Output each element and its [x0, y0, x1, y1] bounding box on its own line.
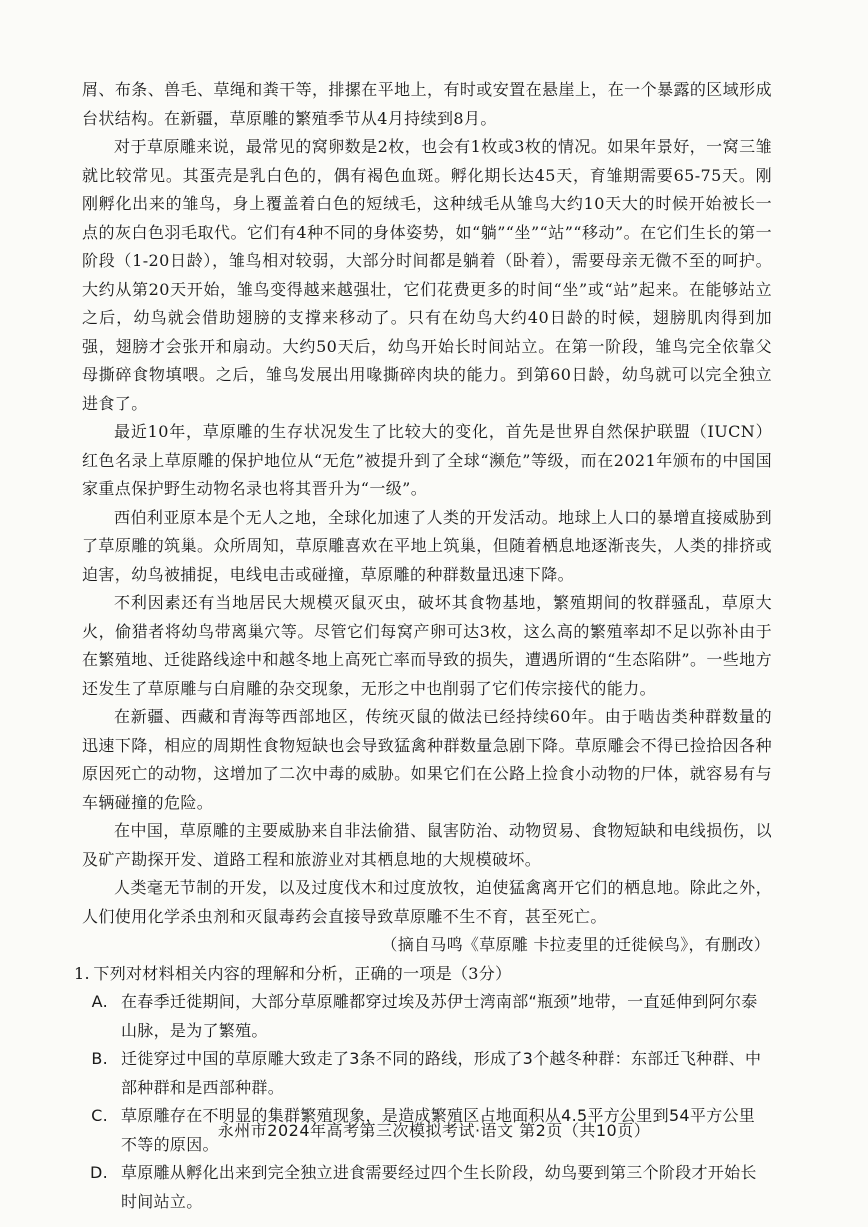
answer-options	[82, 988, 772, 1216]
option-letter: C.	[91, 1106, 108, 1125]
option-text: 迁徙穿过中国的草原雕大致走了3条不同的路线，形成了3个越冬种群：东部迁飞种群、中部种群和是西部种群。	[121, 1049, 762, 1097]
reading-passage	[74, 76, 772, 1216]
paragraph-6: 在新疆、西藏和青海等西部地区，传统灭鼠的做法已经持续60年。由于啮齿类种群数量的迅速下降，相应的周期性食物短缺也会导致猛禽种群数量急剧下降。草原雕会不得已捡拾因各种原因死亡的动物，这增加了二次中毒的威胁。如果它们在公路上捡食小动物的尸体，就容易有与车辆碰撞的危险。	[82, 707, 772, 812]
option-letter: D.	[89, 1163, 108, 1182]
paragraph-5: 不利因素还有当地居民大规模灭鼠灭虫，破坏其食物基地，繁殖期间的牧群骚乱，草原大火，偷猎者将幼鸟带离巢穴等。尽管它们每窝产卵可达3枚，这么高的繁殖率却不足以弥补由于在繁殖地、迁徙路线途中和越冬地上高死亡率而导致的损失，遭遇所谓的“生态陷阱”。一些地方还发生了草原雕与白肩雕的杂交现象，无形之中也削弱了它们传宗接代的能力。	[82, 593, 772, 698]
paragraph-3: 最近10年，草原雕的生存状况发生了比较大的变化，首先是世界自然保护联盟（IUCN）红色名录上草原雕的保护地位从“无危”被提升到了全球“濒危”等级，而在2021年颁布的中国国家重点保护野生动物名录也将其晋升为“一级”。	[82, 422, 772, 498]
option-a	[82, 988, 772, 1045]
option-text: 在春季迁徙期间，大部分草原雕都穿过埃及苏伊士湾南部“瓶颈”地带，一直延伸到阿尔泰山脉，是为了繁殖。	[121, 992, 758, 1040]
option-d	[82, 1159, 772, 1216]
question-text: 下列对材料相关内容的理解和分析，正确的一项是（3分）	[93, 963, 512, 983]
question-number: 1.	[74, 963, 90, 983]
source-citation: （摘自马鸣《草原雕 卡拉麦里的迁徙候鸟》，有删改）	[381, 935, 770, 954]
option-letter: A.	[91, 992, 108, 1011]
option-text: 草原雕从孵化出来到完全独立进食需要经过四个生长阶段，幼鸟要到第三个阶段才开始长时间站立。	[121, 1163, 757, 1211]
option-letter: B.	[91, 1049, 108, 1068]
question-1	[74, 960, 772, 1217]
paragraph-7: 在中国，草原雕的主要威胁来自非法偷猎、鼠害防治、动物贸易、食物短缺和电线损伤，以及矿产勘探开发、道路工程和旅游业对其栖息地的大规模破坏。	[82, 821, 772, 869]
paragraph-8: 人类毫无节制的开发，以及过度伐木和过度放牧，迫使猛禽离开它们的栖息地。除此之外，人们使用化学杀虫剂和灭鼠毒药会直接导致草原雕不生不育，甚至死亡。	[82, 878, 772, 926]
paragraph-2: 对于草原雕来说，最常见的窝卵数是2枚，也会有1枚或3枚的情况。如果年景好，一窝三雏就比较常见。其蛋壳是乳白色的，偶有褐色血斑。孵化期长达45天，育雏期需要65-75天。刚刚孵化出来的雏鸟，身上覆盖着白色的短绒毛，这种绒毛从雏鸟大约10天大的时候开始被长一点的灰白色羽毛取代。它们有4种不同的身体姿势，如“躺”“坐”“站”“移动”。在它们生长的第一阶段（1-20日龄），雏鸟相对较弱，大部分时间都是躺着（卧着），需要母亲无微不至的呵护。大约从第20天开始，雏鸟变得越来越强壮，它们花费更多的时间“坐”或“站”起来。在能够站立之后，幼鸟就会借助翅膀的支撑来移动了。只有在幼鸟大约40日龄的时候，翅膀肌肉得到加强，翅膀才会张开和扇动。大约50天后，幼鸟开始长时间站立。在第一阶段，雏鸟完全依靠父母撕碎食物填喂。之后，雏鸟发展出用喙撕碎肉块的能力。到第60日龄，幼鸟就可以完全独立进食了。	[82, 137, 772, 413]
option-text: 草原雕存在不明显的集群繁殖现象，是造成繁殖区占地面积从4.5平方公里到54平方公里不等的原因。	[121, 1106, 756, 1154]
question-stem	[74, 960, 772, 989]
option-b	[82, 1045, 772, 1102]
page-footer: 永州市2024年高考第三次模拟考试·语文 第2页（共10页）	[217, 1121, 651, 1140]
paragraph-1: 屑、布条、兽毛、草绳和粪干等，排摞在平地上，有时或安置在悬崖上，在一个暴露的区域形成台状结构。在新疆，草原雕的繁殖季节从4月持续到8月。	[82, 80, 772, 128]
paragraph-4: 西伯利亚原本是个无人之地，全球化加速了人类的开发活动。地球上人口的暴增直接威胁到了草原雕的筑巢。众所周知，草原雕喜欢在平地上筑巢，但随着栖息地逐渐丧失，人类的排挤或迫害，幼鸟被捕捉，电线电击或碰撞，草原雕的种群数量迅速下降。	[82, 507, 772, 584]
